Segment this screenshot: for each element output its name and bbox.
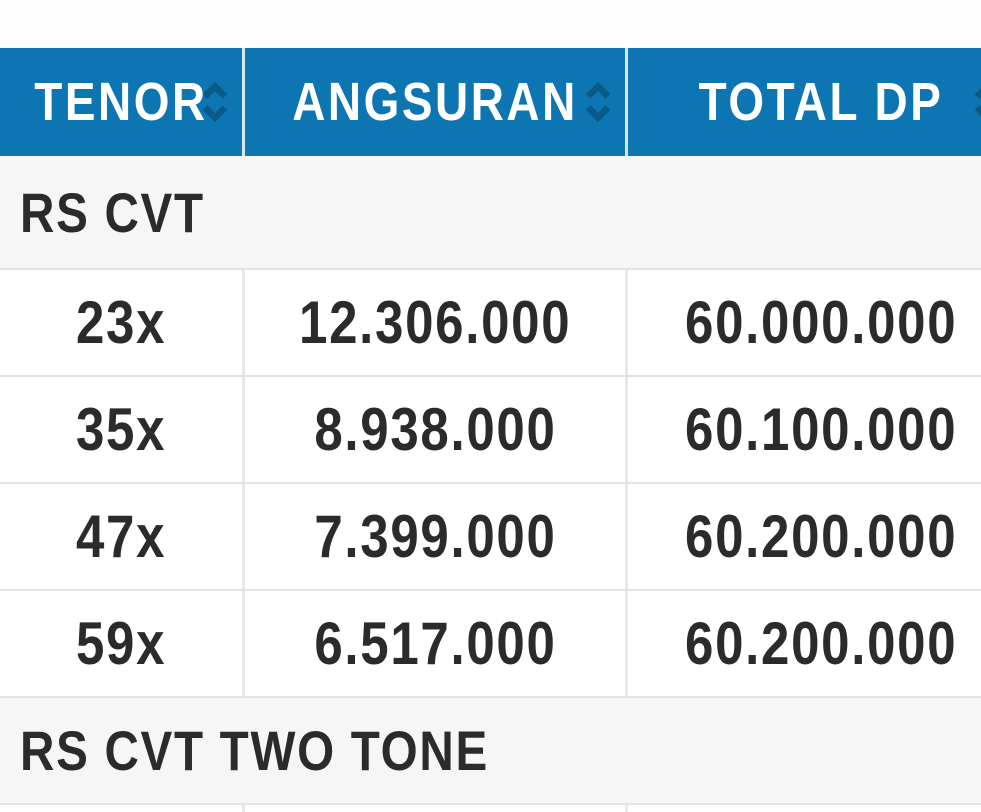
total-dp-value: 60.200.000 <box>684 610 958 677</box>
cell-tenor <box>0 377 245 482</box>
sort-up-down-icon[interactable] <box>200 82 230 122</box>
angsuran-value: 7.399.000 <box>313 503 557 570</box>
angsuran-value: 12.306.000 <box>298 289 572 356</box>
tenor-value: 35x <box>75 396 167 463</box>
cell-angsuran <box>245 805 628 812</box>
table-row <box>0 377 981 484</box>
cell-total-dp <box>628 805 981 812</box>
sort-up-down-icon[interactable] <box>583 82 613 122</box>
table-row <box>0 591 981 698</box>
cell-tenor <box>0 484 245 589</box>
cell-angsuran <box>245 591 628 696</box>
total-dp-value: 60.200.000 <box>684 503 958 570</box>
angsuran-value: 6.517.000 <box>313 610 557 677</box>
cell-total-dp <box>628 377 981 482</box>
cell-angsuran <box>245 377 628 482</box>
cell-angsuran <box>245 484 628 589</box>
cell-tenor <box>0 805 245 812</box>
group-label: RS CVT <box>20 180 205 244</box>
cell-tenor <box>0 270 245 375</box>
tenor-value: 23x <box>75 289 167 356</box>
tenor-value: 47x <box>75 503 167 570</box>
table-row-partial <box>0 805 981 812</box>
column-header-label: ANGSURAN <box>292 72 578 132</box>
cell-tenor <box>0 591 245 696</box>
cell-total-dp <box>628 270 981 375</box>
sort-up-down-icon[interactable] <box>972 82 981 122</box>
column-header-angsuran[interactable] <box>245 48 628 156</box>
column-header-label: TENOR <box>34 72 208 132</box>
table-header-row <box>0 48 981 156</box>
group-row-rs-cvt <box>0 156 981 270</box>
tenor-value: 59x <box>75 610 167 677</box>
angsuran-value: 8.938.000 <box>313 396 557 463</box>
table-row <box>0 484 981 591</box>
column-header-tenor[interactable] <box>0 48 245 156</box>
group-label: RS CVT TWO TONE <box>20 719 489 782</box>
cell-total-dp <box>628 484 981 589</box>
total-dp-value: 60.000.000 <box>684 289 958 356</box>
group-row-rs-cvt-two-tone <box>0 698 981 805</box>
total-dp-value: 60.100.000 <box>684 396 958 463</box>
cell-angsuran <box>245 270 628 375</box>
column-header-total-dp[interactable] <box>628 48 981 156</box>
cell-total-dp <box>628 591 981 696</box>
table-row <box>0 270 981 377</box>
column-header-label: TOTAL DP <box>698 72 944 132</box>
top-whitespace <box>0 0 981 48</box>
